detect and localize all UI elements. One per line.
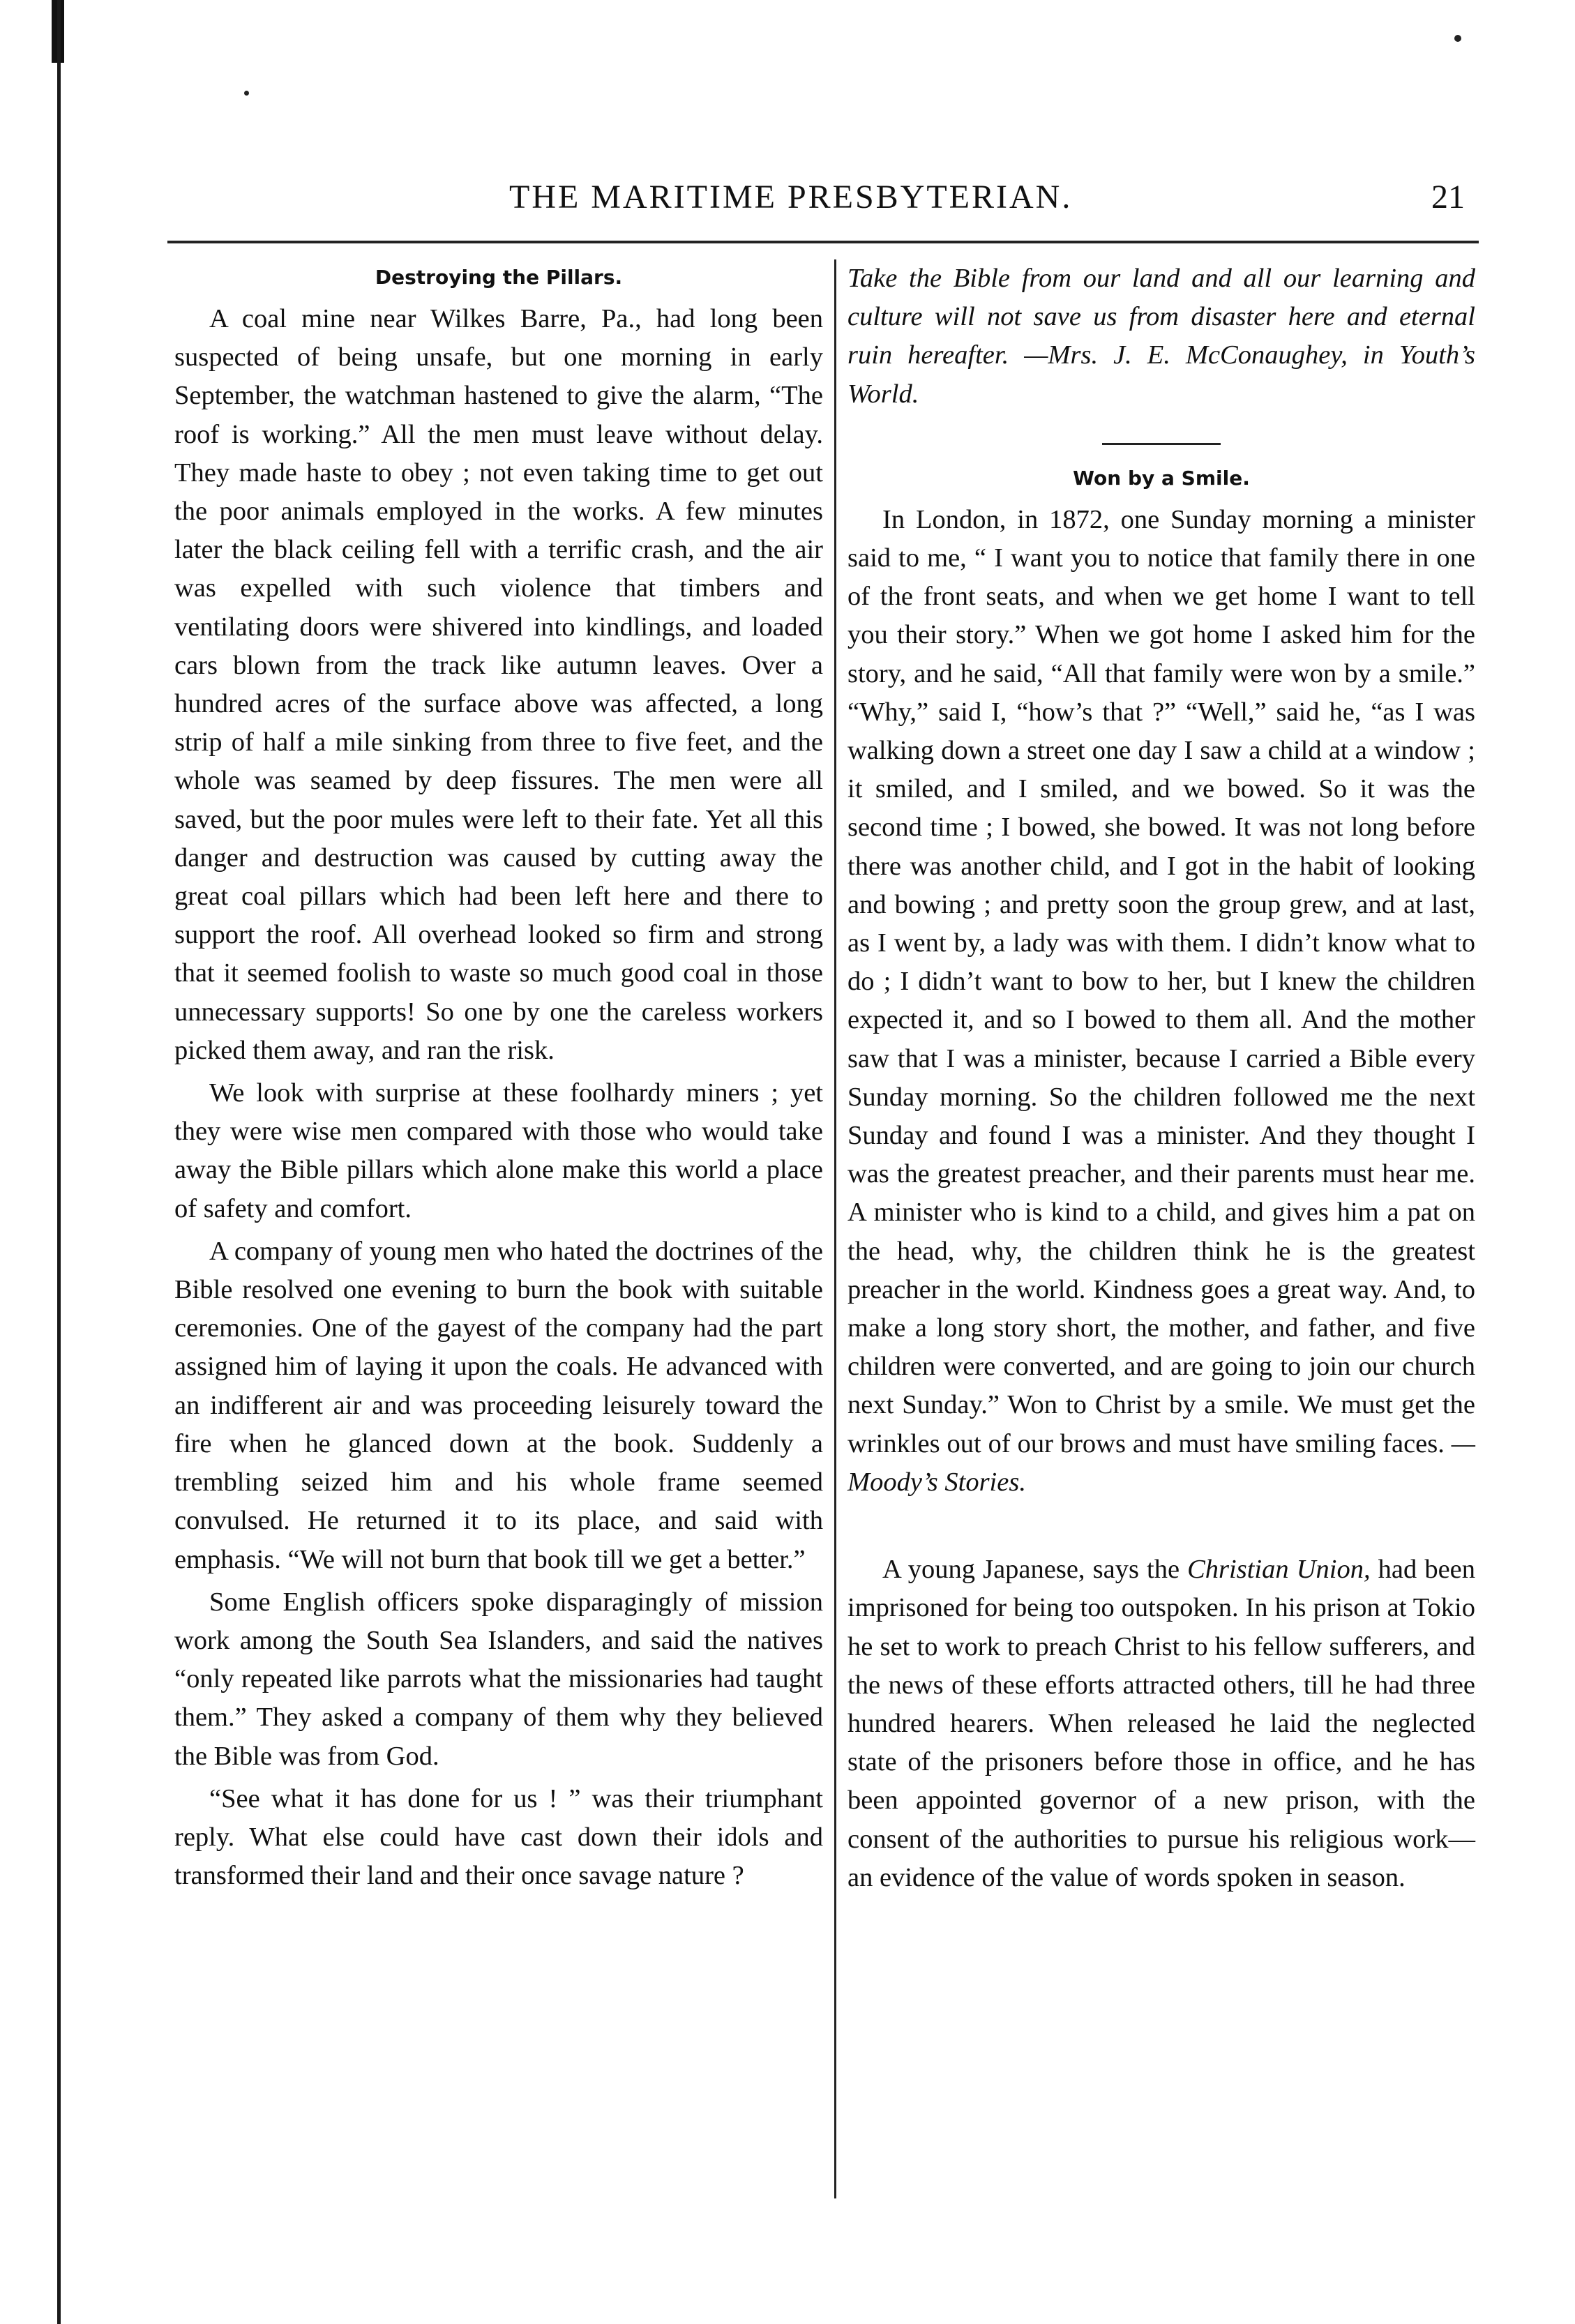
attribution: —Moody’s Stories. [847,1428,1475,1497]
source-name: Christian Union, [1187,1555,1378,1585]
paragraph: “See what it has done for us ! ” was their triumphant reply. What else could have cast down their idols and transformed their land and their once savage nature ? [174,1783,823,1891]
page-header [112,178,1465,220]
article-heading-smile: Won by a Smile. [1073,466,1250,490]
right-column [847,259,1475,1897]
page-number: 21 [1431,179,1465,216]
column-divider [834,259,836,2198]
speck [1454,35,1461,42]
paragraph: A coal mine near Wilkes Barre, Pa., had long been suspected of being unsafe, but one morning in early September, the watchman hastened to give the alarm, “The roof is working.” All the men must leave without delay. They made haste to obey ; not even taking time to get out the poor animals employed in the works. A few minutes later the black ceiling fell with a terrific crash, and the air was expelled with such violence that timbers and ventilating doors were shivered into kindlings, and loaded cars blown from the track like autumn leaves. Over a hundred acres of the surface above was affected, a long strip of half a mile sinking from three to five feet, and the whole was seamed by deep fissures. The men were all saved, but the poor mules were left to their fate. Yet all this danger and destruction was caused by cutting away the great coal pillars which had been left here and there to support the roof. All overhead looked so firm and strong that it seemed foolish to waste so much good coal in those unnecessary supports! So one by one the careless workers picked them away, and ran the risk. [174,304,823,1065]
paragraph: Some English officers spoke disparagingly of mission work among the South Sea Islanders, and said the natives “only repeated like parrots what the missionaries had taught them.” They asked a company of them why they believed the Bible was from God. [174,1587,823,1771]
continued-text: Take the Bible from our land and all our learning and culture will not save us from disaster here and eternal ruin hereafter. [847,264,1475,370]
text-rest: had been imprisoned for being too outspoken. In his prison at Tokio he set to work to preach Christ to his fellow sufferers, and the news of these efforts attracted others, till he had three hundred hearers. When released he laid the neglected state of the prisoners before those in office, and he has been appointed governor of a new prison, with the consent of the authorities to pursue his religious work—an evidence of the value of words spoken in season. [847,1555,1476,1892]
paragraph: A company of young men who hated the doctrines of the Bible resolved one evening to burn the book with suitable ceremonies. One of the gayest of the company had the part assigned him of laying it upon the coals. He advanced with an indifferent air and was proceeding leisurely toward the fire when he glanced down at the book. Suddenly a trembling seized him and his whole frame seemed convulsed. He returned it to its place, and said with emphasis. “We will not burn that book till we get a better.” [174,1236,823,1574]
binding-edge-line [57,0,61,2324]
section-gap [847,1502,1475,1550]
left-column [174,259,823,1895]
article-heading-pillars: Destroying the Pillars. [375,266,623,289]
story-text: In London, in 1872, one Sunday morning a minister said to me, “ I want you to notice that family there in one of the front seats, and when we get home I want to tell you their story.” When we got home I asked him for the story, and he said, “All that family were won by a smile.” “Why,” said I, “how’s that ?” “Well,” said he, “as I was walking down a street one day I saw a child at a window ; it smiled, and I smiled, and we bowed. So it was the second time ; I bowed, she bowed. It was not long before there was another child, and I got in the habit of looking and bowing ; and pretty soon the group grew, and at last, as I went by, a lady was with them. I didn’t know what to do ; I didn’t want to bow to her, but I knew the children expected it, and so I bowed to them all. And the mother saw that I was a minister, because I carried a Bible every Sunday morning. So the children followed me the next Sunday and found I was a minister. And they thought I was the greatest preacher, and their parents must hear me. A minister who is kind to a child, and gives him a pat on the head, why, the children think he is the greatest preacher in the world. Kindness goes a great way. And, to make a long story short, the mother, and father, and five children were converted, and are going to join our church next Sunday.” Won to Christ by a smile. We must get the wrinkles out of our brows and must have smiling faces. [847,504,1475,1458]
paragraph [847,1550,1475,1897]
journal-title: THE MARITIME PRESBYTERIAN. [509,179,1073,216]
paragraph: We look with surprise at these foolhardy miners ; yet they were wise men compared with those who would take away the Bible pillars which alone make this world a place of safety and comfort. [174,1078,823,1223]
section-separator [1102,443,1221,445]
speck [244,91,249,96]
paragraph [847,501,1475,1502]
attribution: —Mrs. J. E. McConaughey, in Youth’s World. [847,340,1475,409]
text-lead: A young Japanese, says the [882,1555,1188,1585]
header-rule [167,241,1479,243]
continued-paragraph [847,259,1475,414]
